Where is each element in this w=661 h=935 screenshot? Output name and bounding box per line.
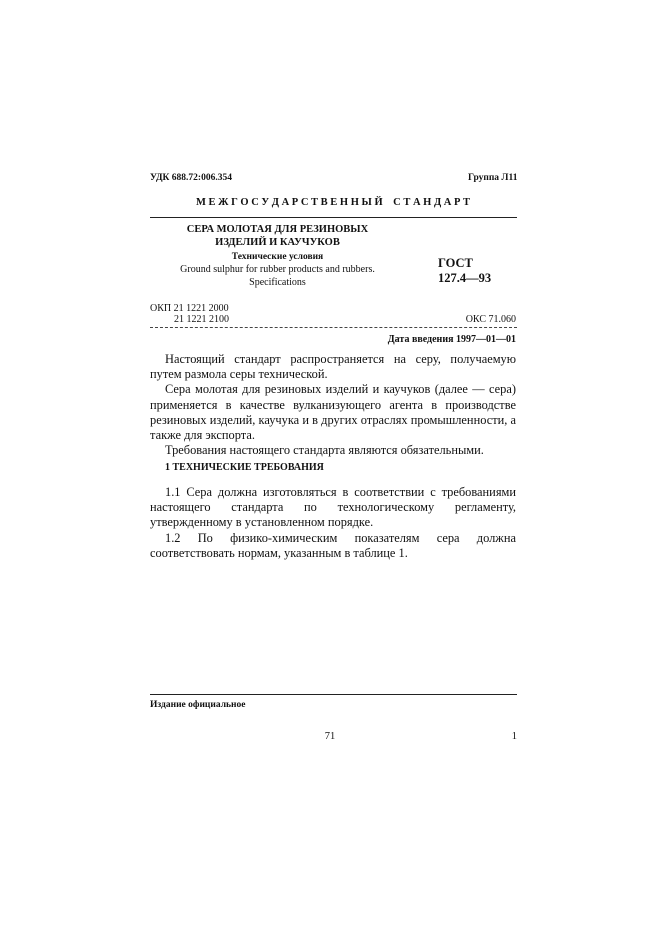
okp-code-2: 21 1221 2100 [174,314,229,325]
clause-1-1: 1.1 Сера должна изготовляться в соответствии с требованиями настоящего стандарта по технологическому регламенту, утвержденному в установленном порядке. [150,485,516,530]
page-number: 71 [324,731,336,742]
paragraph-mandatory: Требования настоящего стандарта являются обязательными. [165,443,484,458]
title-en-line1: Ground sulphur for rubber products and rubbers. [180,264,375,275]
title-ru-subtitle: Технические условия [231,252,324,262]
title-ru-line1: СЕРА МОЛОТАЯ ДЛЯ РЕЗИНОВЫХ [186,224,369,235]
gost-number: 127.4—93 [438,271,492,285]
footer-rule [150,694,517,695]
section-1-body [150,485,516,561]
codes-rule [150,327,517,328]
paragraph-application: Сера молотая для резиновых изделий и каучуков (далее — сера) применяется в качестве вулканизующего агента в производстве резиновых изделий, каучука и в других отраслях промышленности, а также для экспорта. [150,382,516,443]
section-1-heading: 1 ТЕХНИЧЕСКИЕ ТРЕБОВАНИЯ [165,462,324,473]
paragraph-scope: Настоящий стандарт распространяется на серу, получаемую путем размола серы технической. [150,352,516,382]
top-rule [150,217,517,218]
udk-code: УДК 688.72:006.354 [150,173,232,183]
official-edition-label: Издание официальное [150,700,246,710]
title-ru-line2: ИЗДЕЛИЙ И КАУЧУКОВ [215,237,340,248]
oks-code: ОКС 71.060 [465,314,516,325]
title-en-line2: Specifications [249,277,306,288]
intro-paragraphs [150,352,516,458]
clause-1-2: 1.2 По физико-химическим показателям сера должна соответствовать нормам, указанным в таблице 1. [150,530,516,560]
okp-code-1: ОКП 21 1221 2000 [150,303,229,314]
introduction-date: Дата введения 1997—01—01 [387,334,516,345]
standard-type-heading: М Е Ж Г О С У Д А Р С Т В Е Н Н Ы Й С Т А Н Д А Р Т [195,197,471,208]
sheet-number: 1 [511,731,517,742]
gost-label: ГОСТ [438,256,473,270]
group-code: Группа Л11 [468,173,518,183]
